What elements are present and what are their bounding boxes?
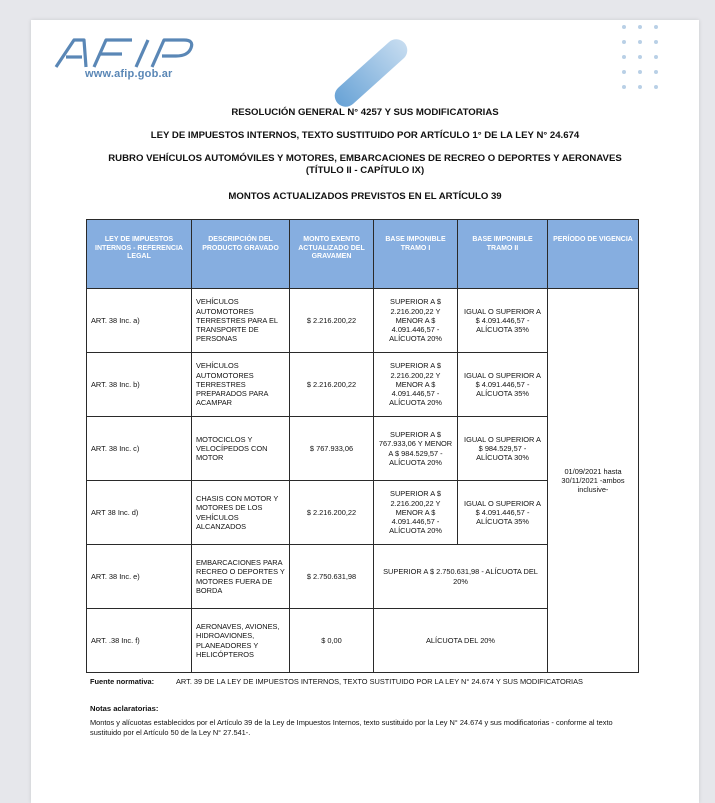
cell-referencia: ART. 38 Inc. e) [87, 545, 192, 609]
table-row [87, 289, 639, 353]
header-descripcion: DESCRIPCIÓN DEL PRODUCTO GRAVADO [192, 220, 290, 289]
cell-tramo-combined: SUPERIOR A $ 2.750.631,98 - ALÍCUOTA DEL 20% [374, 545, 548, 609]
cell-referencia: ART. 38 Inc. b) [87, 353, 192, 417]
cell-tramo2: IGUAL O SUPERIOR A $ 4.091.446,57 - ALÍCUOTA 35% [458, 481, 548, 545]
header-monto: MONTO EXENTO ACTUALIZADO DEL GRAVAMEN [290, 220, 374, 289]
afip-logo [52, 36, 200, 70]
cell-descripcion: CHASIS CON MOTOR Y MOTORES DE LOS VEHÍCULOS ALCANZADOS [192, 481, 290, 545]
notas-text: Montos y alícuotas establecidos por el Artículo 39 de la Ley de Impuestos Internos, texto sustituido por la Ley N° 24.674 y sus modificatorias - conforme al texto sustituido por el Artículo 50 de la Ley N° 27.541-. [90, 718, 613, 737]
afip-url: www.afip.gob.ar [85, 68, 173, 80]
cell-descripcion: VEHÍCULOS AUTOMOTORES TERRESTRES PREPARADOS PARA ACAMPAR [192, 353, 290, 417]
fuente-normativa [90, 677, 638, 686]
cell-monto: $ 2.750.631,98 [290, 545, 374, 609]
cell-descripcion: EMBARCACIONES PARA RECREO O DEPORTES Y MOTORES FUERA DE BORDA [192, 545, 290, 609]
cell-tramo2: IGUAL O SUPERIOR A $ 4.091.446,57 - ALÍCUOTA 35% [458, 289, 548, 353]
cell-tramo2: IGUAL O SUPERIOR A $ 984.529,57 - ALÍCUOTA 30% [458, 417, 548, 481]
cell-referencia: ART. 38 Inc. c) [87, 417, 192, 481]
cell-tramo-combined: ALÍCUOTA DEL 20% [374, 609, 548, 673]
cell-descripcion: MOTOCICLOS Y VELOCÍPEDOS CON MOTOR [192, 417, 290, 481]
montos-table [86, 219, 639, 673]
cell-descripcion: AERONAVES, AVIONES, HIDROAVIONES, PLANEADORES Y HELICÓPTEROS [192, 609, 290, 673]
title-rubro: RUBRO VEHÍCULOS AUTOMÓVILES Y MOTORES, EMBARCACIONES DE RECREO O DEPORTES Y AERONAVES (TÍTULO II - CAPÍTULO IX) [108, 153, 622, 176]
cell-referencia: ART. .38 Inc. f) [87, 609, 192, 673]
table-header-row [87, 220, 639, 289]
header-referencia: LEY DE IMPUESTOS INTERNOS - REFERENCIA LEGAL [87, 220, 192, 289]
cell-monto: $ 2.216.200,22 [290, 353, 374, 417]
cell-periodo: 01/09/2021 hasta 30/11/2021 -ambos inclusive- [548, 289, 639, 673]
notas-label: Notas aclaratorias: [90, 704, 159, 713]
header-periodo: PERÍODO DE VIGENCIA [548, 220, 639, 289]
cell-monto: $ 2.216.200,22 [290, 289, 374, 353]
cell-monto: $ 767.933,06 [290, 417, 374, 481]
fuente-label: Fuente normativa: [90, 677, 155, 686]
cell-descripcion: VEHÍCULOS AUTOMOTORES TERRESTRES PARA EL TRANSPORTE DE PERSONAS [192, 289, 290, 353]
cell-tramo2: IGUAL O SUPERIOR A $ 4.091.446,57 - ALÍCUOTA 35% [458, 353, 548, 417]
title-montos: MONTOS ACTUALIZADOS PREVISTOS EN EL ARTÍCULO 39 [228, 191, 502, 202]
cell-tramo1: SUPERIOR A $ 2.216.200,22 Y MENOR A $ 4.091.446,57 - ALÍCUOTA 20% [374, 289, 458, 353]
cell-monto: $ 2.216.200,22 [290, 481, 374, 545]
fuente-text: ART. 39 DE LA LEY DE IMPUESTOS INTERNOS, TEXTO SUSTITUIDO POR LA LEY N° 24.674 Y SUS MODIFICATORIAS [176, 677, 583, 686]
cell-tramo1: SUPERIOR A $ 767.933,06 Y MENOR A $ 984.529,57 - ALÍCUOTA 20% [374, 417, 458, 481]
title-ley: LEY DE IMPUESTOS INTERNOS, TEXTO SUSTITUIDO POR ARTÍCULO 1° DE LA LEY N° 24.674 [150, 130, 580, 141]
cell-referencia: ART. 38 Inc. a) [87, 289, 192, 353]
cell-tramo1: SUPERIOR A $ 2.216.200,22 Y MENOR A $ 4.091.446,57 - ALÍCUOTA 20% [374, 353, 458, 417]
title-resolucion: RESOLUCIÓN GENERAL N° 4257 Y SUS MODIFICATORIAS [231, 107, 499, 118]
header-tramo1: BASE IMPONIBLE TRAMO I [374, 220, 458, 289]
cell-monto: $ 0,00 [290, 609, 374, 673]
header-tramo2: BASE IMPONIBLE TRAMO II [458, 220, 548, 289]
cell-referencia: ART 38 Inc. d) [87, 481, 192, 545]
cell-tramo1: SUPERIOR A $ 2.216.200,22 Y MENOR A $ 4.091.446,57 - ALÍCUOTA 20% [374, 481, 458, 545]
